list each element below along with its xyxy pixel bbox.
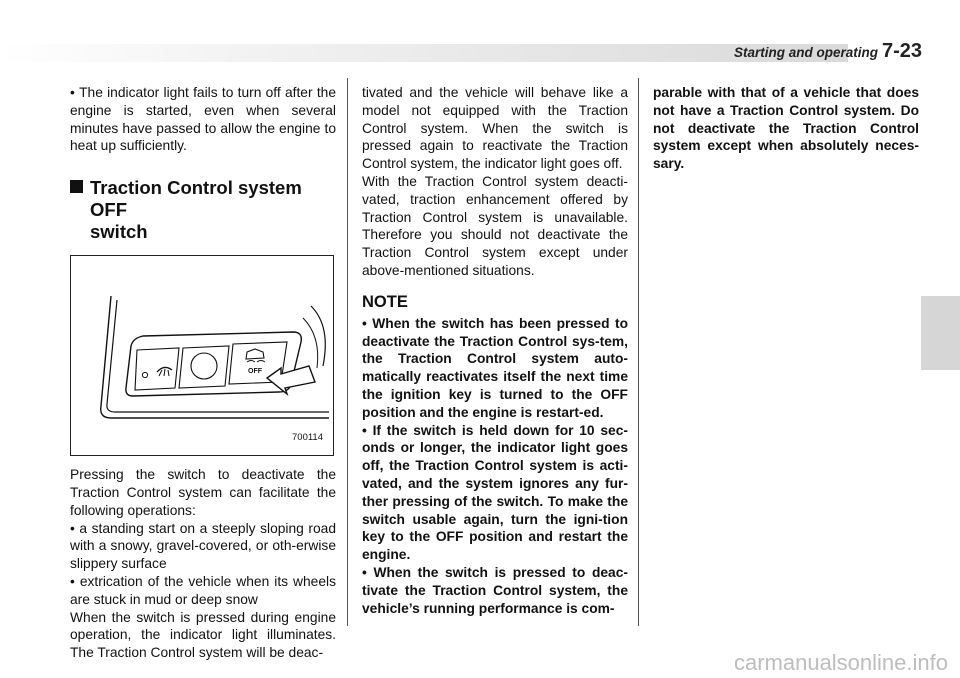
- note-title: NOTE: [362, 292, 408, 311]
- square-bullet-icon: [70, 180, 83, 193]
- off-label: OFF: [248, 368, 262, 376]
- paragraph-pressing: Pressing the switch to deactivate the Traction Control system can facilitate the following operations:: [70, 467, 336, 518]
- bullet-extrication: • extrication of the vehicle when its wheels are stuck in mud or deep snow: [70, 573, 336, 609]
- page-header: [734, 40, 922, 63]
- page-number: 7-23: [881, 40, 922, 62]
- note-list: [362, 315, 628, 618]
- paragraph-comparable: parable with that of a vehicle that does not have a Traction Control system. Do not deactivate the Traction Control system except when absolutely neces-sary.: [653, 85, 919, 172]
- column-1: [70, 84, 336, 662]
- watermark: carmanualsonline.info: [733, 650, 948, 675]
- heading-line-2: switch: [90, 221, 148, 243]
- heading-line-1: Traction Control system OFF: [90, 177, 302, 221]
- switch-figure: [70, 255, 334, 456]
- column-divider: [638, 78, 639, 626]
- chapter-tab: [921, 296, 960, 370]
- paragraph-deactivated: tivated and the vehicle will behave like a model not equipped with the Traction Control system. When the switch is pressed again to reactivate the Traction Control system, the indicator light goes off.: [362, 85, 628, 172]
- column-3: [653, 84, 919, 173]
- header-band: [0, 44, 848, 62]
- bullet-indicator-light: • The indicator light fails to turn off after the engine is started, even when several minutes have passed to allow the engine to heat up sufficiently.: [70, 84, 336, 155]
- figure-code: 700114: [292, 432, 323, 444]
- section-title: Starting and operating: [733, 45, 878, 60]
- column-2: [362, 84, 628, 617]
- paragraph-enhancement: With the Traction Control system deacti-vated, traction enhancement offered by Traction Control system is unavailable. Therefore you should not deactivate the Traction Control system except under above-mentioned situations.: [362, 173, 628, 278]
- paragraph-engine-operation: When the switch is pressed during engine operation, the indicator light illuminates. The Traction Control system will be deac-: [70, 609, 336, 661]
- note-item: • When the switch is pressed to deac-tivate the Traction Control system, the vehicle’s running performance is com-: [362, 564, 628, 617]
- section-heading: [70, 177, 336, 243]
- switch-illustration: [71, 256, 334, 456]
- bullet-standing-start: • a standing start on a steeply sloping road with a snowy, gravel-covered, or oth-erwise slippery surface: [70, 520, 336, 573]
- note-item: • If the switch is held down for 10 sec-onds or longer, the indicator light goes off, the Traction Control system is acti-vated, and the system ignores any fur-ther pressing of the switch. To make the switch usable again, turn the igni-tion key to the OFF position and restart the engine.: [362, 422, 628, 564]
- column-divider: [347, 78, 348, 626]
- note-item: • When the switch has been pressed to deactivate the Traction Control sys-tem, the Traction Control system auto-matically reactivates itself the next time the ignition key is turned to the OFF position and the engine is restart-ed.: [362, 315, 628, 422]
